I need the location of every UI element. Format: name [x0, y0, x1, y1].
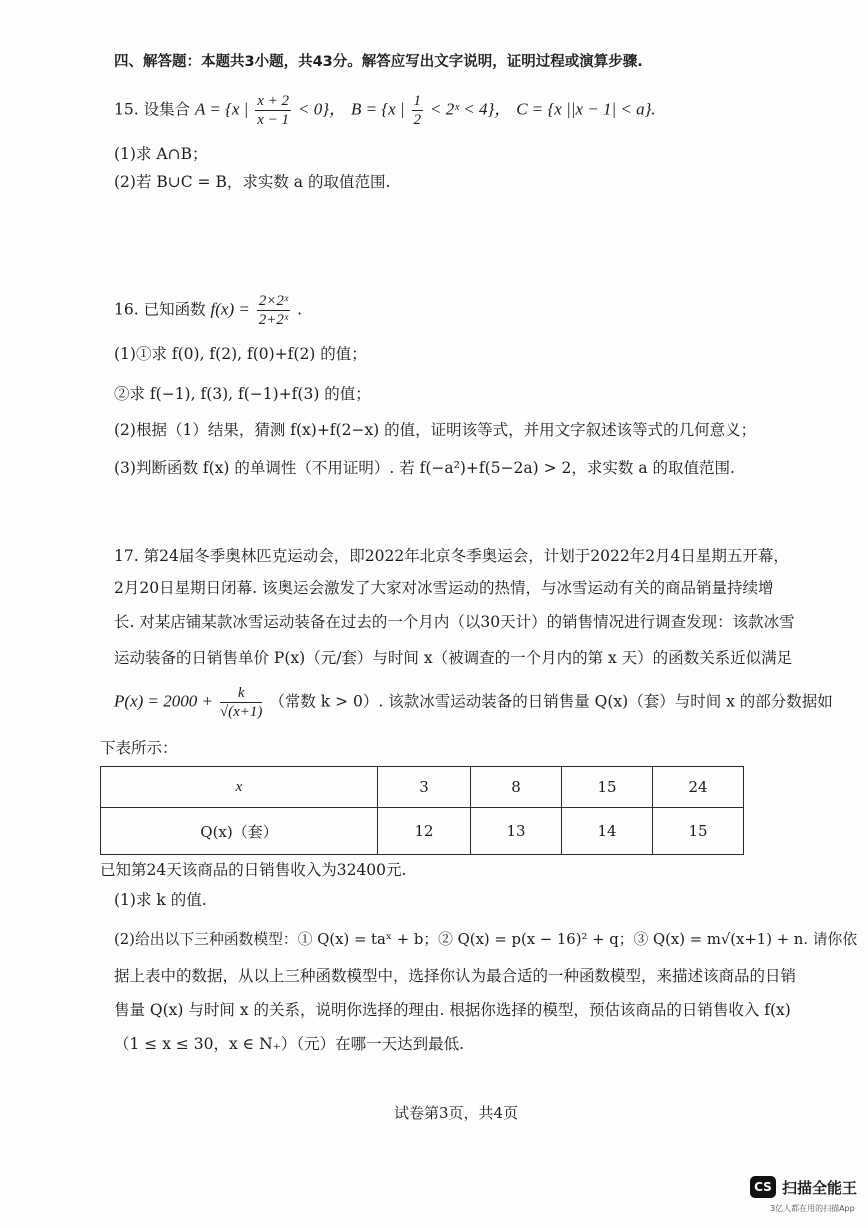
q15-statement	[114, 92, 656, 129]
q17-formula-pre: P(x) = 2000 +	[114, 691, 213, 711]
q15-setC: C = {x ||x − 1| < a}.	[516, 99, 656, 119]
q17-formula-line	[114, 684, 833, 721]
table-cell: 3	[378, 767, 471, 808]
q16-numerator: 2×2ˣ	[258, 293, 289, 309]
q15-setB-pre: B = {x |	[350, 99, 405, 119]
table-cell: 12	[378, 808, 471, 855]
page-footer: 试卷第3页，共4页	[394, 1104, 519, 1122]
q17-part2-line4: （1 ≤ x ≤ 30，x ∈ N₊）（元）在哪一天达到最低.	[114, 1035, 464, 1053]
q15-intro: 15. 设集合	[114, 100, 191, 119]
q16-part1a: (1)①求 f(0), f(2), f(0)+f(2) 的值；	[114, 345, 367, 363]
q17-part1: (1)求 k 的值.	[114, 891, 207, 909]
q15-setB-fraction	[412, 92, 424, 129]
q17-after-table: 已知第24天该商品的日销售收入为32400元.	[100, 861, 407, 879]
q17-line6: 下表所示：	[100, 739, 178, 757]
q15-part1: (1)求 A∩B；	[114, 145, 208, 163]
q17-formula-denominator: √(x+1)	[219, 704, 263, 720]
table-header-label: x	[101, 767, 378, 808]
q15-setB-numerator: 1	[413, 93, 422, 109]
q15-setA-post: < 0}，	[298, 99, 347, 119]
table-cell: 13	[471, 808, 562, 855]
section-header: 四、解答题：本题共3小题，共43分。解答应写出文字说明，证明过程或演算步骤.	[114, 54, 643, 70]
q17-part2-line3: 售量 Q(x) 与时间 x 的关系，说明你选择的理由. 根据你选择的模型，预估该商品的日销售收入 f(x)	[114, 1001, 791, 1019]
scanner-watermark	[750, 1176, 858, 1213]
q17-data-table	[100, 766, 744, 855]
table-cell: 15	[562, 767, 653, 808]
q16-part3: (3)判断函数 f(x) 的单调性（不用证明）. 若 f(−a²)+f(5−2a) > 2，求实数 a 的取值范围.	[114, 459, 735, 477]
q15-setA-pre: A = {x |	[195, 99, 249, 119]
q17-line4: 运动装备的日销售单价 P(x)（元/套）与时间 x（被调查的一个月内的第 x 天）的函数关系近似满足	[114, 649, 793, 667]
table-row-label: Q(x)（套）	[101, 808, 378, 855]
scanner-tagline: 3亿人都在用的扫描App	[770, 1204, 855, 1213]
q16-fraction	[257, 292, 290, 329]
table-row	[101, 808, 744, 855]
table-cell: 8	[471, 767, 562, 808]
q15-setA-numerator: x + 2	[257, 93, 290, 109]
q16-end: .	[297, 300, 302, 319]
q16-part1b: ②求 f(−1), f(3), f(−1)+f(3) 的值；	[114, 385, 371, 403]
q17-formula-post: （常数 k > 0）. 该款冰雪运动装备的日销售量 Q(x)（套）与时间 x 的部分数据如	[269, 692, 833, 711]
table-cell: 14	[562, 808, 653, 855]
q17-part2-line2: 据上表中的数据，从以上三种函数模型中，选择你认为最合适的一种函数模型，来描述该商品的日销	[114, 967, 797, 985]
q17-formula-numerator: k	[220, 684, 263, 703]
q15-setB-post: < 2ˣ < 4}，	[429, 99, 512, 119]
q15-part2: (2)若 B∪C = B，求实数 a 的取值范围.	[114, 173, 391, 191]
q16-fx: f(x) =	[210, 299, 250, 319]
table-row	[101, 767, 744, 808]
q15-setB-denominator: 2	[413, 112, 422, 128]
q17-formula-fraction	[220, 684, 263, 721]
q16-statement	[114, 292, 302, 329]
scanner-app-name: 扫描全能王	[782, 1178, 858, 1197]
table-cell: 15	[653, 808, 744, 855]
q16-denominator: 2+2ˣ	[258, 312, 289, 328]
q17-line1: 17. 第24届冬季奥林匹克运动会，即2022年北京冬季奥运会，计划于2022年2月4日星期五开幕，	[114, 547, 789, 565]
q17-part2-line1: (2)给出以下三种函数模型：① Q(x) = taˣ + b；② Q(x) = p(x − 16)² + q；③ Q(x) = m√(x+1) + n. 请你依	[114, 931, 858, 948]
q16-intro: 16. 已知函数	[114, 300, 206, 319]
scanner-logo-icon: CS	[750, 1176, 776, 1198]
q17-line3: 长. 对某店铺某款冰雪运动装备在过去的一个月内（以30天计）的销售情况进行调查发现：该款冰雪	[114, 613, 795, 631]
table-cell: 24	[653, 767, 744, 808]
q16-part2: (2)根据（1）结果，猜测 f(x)+f(2−x) 的值，证明该等式，并用文字叙述该等式的几何意义；	[114, 421, 757, 439]
q15-setA-denominator: x − 1	[257, 112, 290, 128]
q15-setA-fraction	[255, 92, 291, 129]
q17-line2: 2月20日星期日闭幕. 该奥运会激发了大家对冰雪运动的热情，与冰雪运动有关的商品销量持续增	[114, 579, 774, 597]
